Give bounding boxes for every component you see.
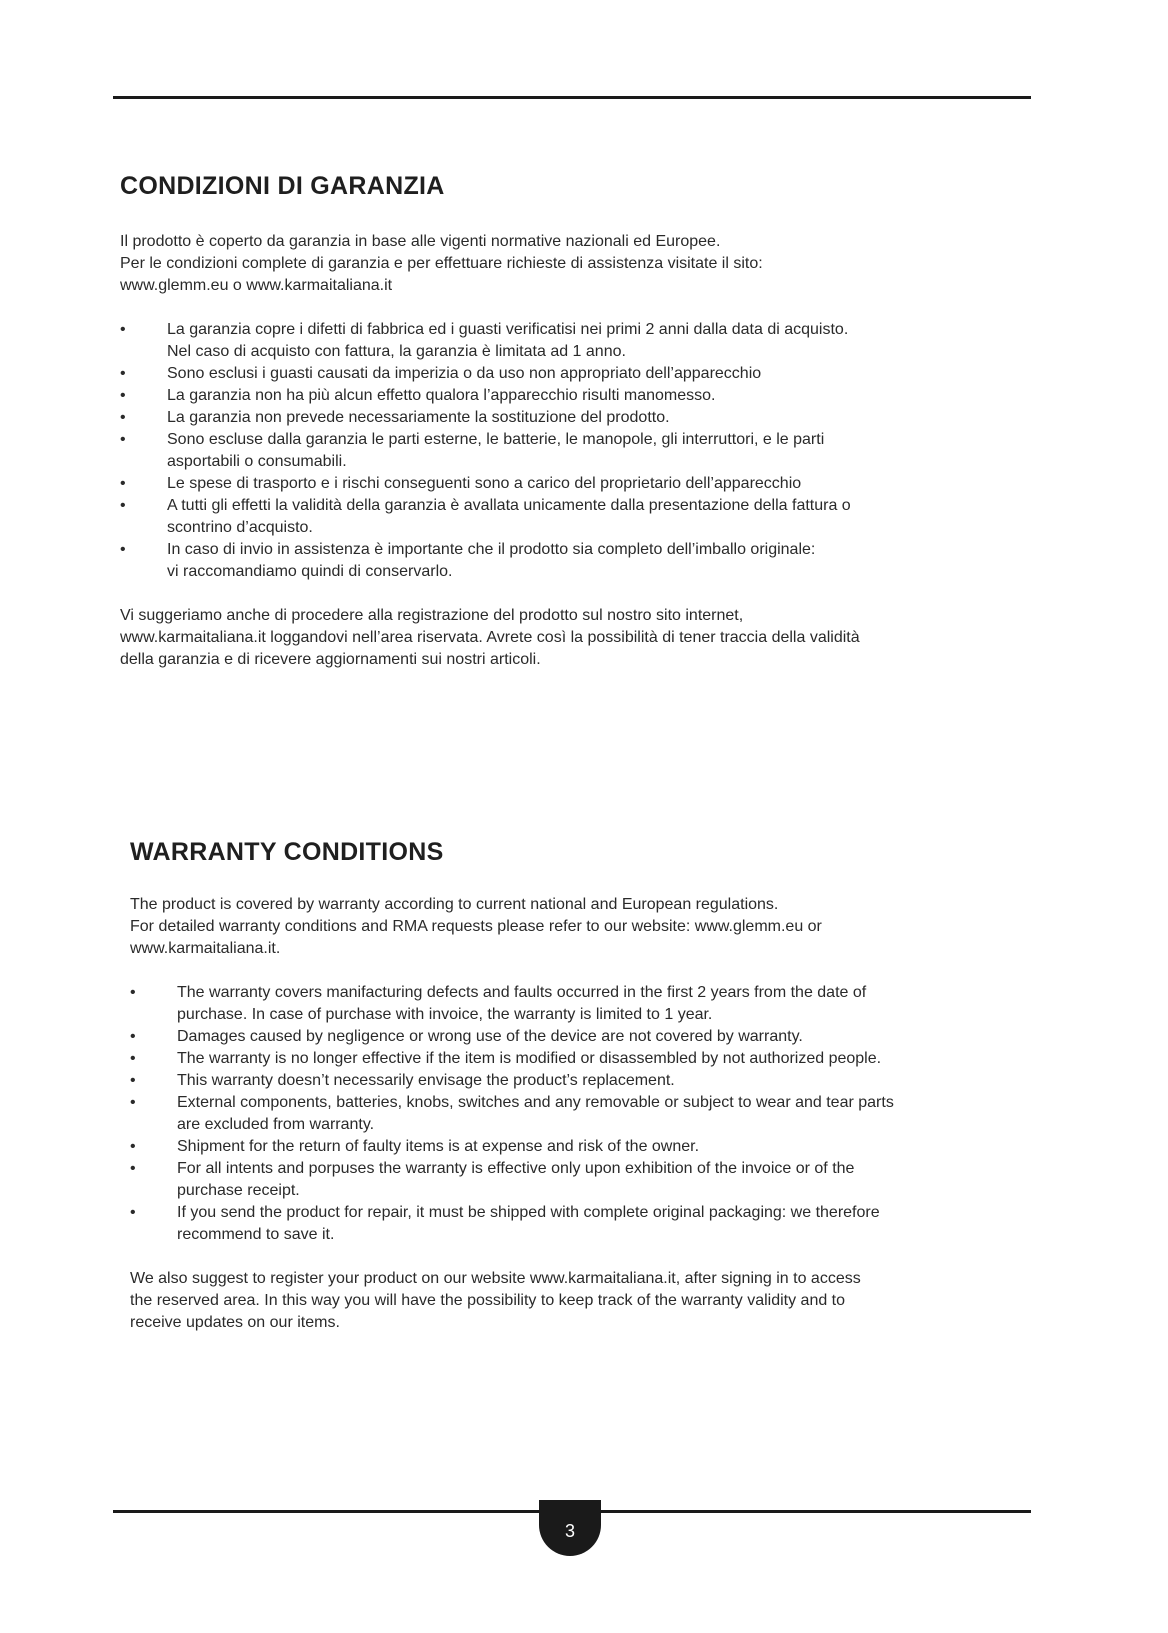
list-item-text: scontrino d’acquisto. [167,519,313,536]
page-number: 3 [539,1500,601,1556]
bullet-icon: • [120,431,126,448]
italian-conditions-list [120,319,1020,583]
list-item-text: The warranty covers manifacturing defects and faults occurred in the first 2 years from the date of [177,984,867,1001]
list-item [130,982,1050,1026]
list-item-text: External components, batteries, knobs, switches and any removable or subject to wear and tear parts [177,1094,894,1111]
english-closing-line: receive updates on our items. [130,1314,340,1331]
list-item [120,319,1020,363]
italian-closing-line: Vi suggeriamo anche di procedere alla registrazione del prodotto sul nostro sito internet, [120,607,744,624]
bullet-icon: • [130,1094,136,1111]
english-closing-line: We also suggest to register your product on our website www.karmaitaliana.it, after signing in to access [130,1270,861,1287]
list-item-text: purchase receipt. [177,1182,300,1199]
list-item [120,429,1020,473]
list-item-text: Sono esclusi i guasti causati da imperizia o da uso non appropriato dell’apparecchio [167,365,762,382]
english-intro-line: For detailed warranty conditions and RMA requests please refer to our website: www.glemm.eu or [130,918,822,935]
bullet-icon: • [120,497,126,514]
bullet-icon: • [130,1204,136,1221]
list-item [130,1026,1050,1048]
bullet-icon: • [120,541,126,558]
list-item [130,1070,1050,1092]
bullet-icon: • [120,365,126,382]
italian-title: CONDIZIONI DI GARANZIA [120,172,445,200]
list-item-text: Nel caso di acquisto con fattura, la garanzia è limitata ad 1 anno. [167,343,626,360]
italian-intro-line: Per le condizioni complete di garanzia e per effettuare richieste di assistenza visitate il sito: [120,255,763,272]
bullet-icon: • [130,1050,136,1067]
list-item-text: La garanzia copre i difetti di fabbrica ed i guasti verificatisi nei primi 2 anni dalla data di acquisto. [167,321,849,338]
list-item-text: In caso di invio in assistenza è importante che il prodotto sia completo dell’imballo originale: [167,541,816,558]
list-item-text: recommend to save it. [177,1226,335,1243]
italian-intro-paragraph [120,231,1020,297]
english-closing-line: the reserved area. In this way you will have the possibility to keep track of the warranty validity and to [130,1292,846,1309]
bullet-icon: • [130,984,136,1001]
list-item [130,1048,1050,1070]
list-item [120,473,1020,495]
bullet-icon: • [120,387,126,404]
bullet-icon: • [130,1138,136,1155]
list-item [130,1092,1050,1136]
list-item [120,385,1020,407]
list-item-text: are excluded from warranty. [177,1116,375,1133]
list-item-text: purchase. In case of purchase with invoice, the warranty is limited to 1 year. [177,1006,713,1023]
italian-closing-line: della garanzia e di ricevere aggiornamenti sui nostri articoli. [120,651,541,668]
bullet-icon: • [130,1072,136,1089]
list-item [120,539,1020,583]
list-item-text: Le spese di trasporto e i rischi conseguenti sono a carico del proprietario dell’apparecchio [167,475,802,492]
english-title: WARRANTY CONDITIONS [130,838,444,866]
list-item-text: vi raccomandiamo quindi di conservarlo. [167,563,453,580]
list-item [120,407,1020,429]
list-item-text: A tutti gli effetti la validità della garanzia è avallata unicamente dalla presentazione della fattura o [167,497,851,514]
list-item [130,1158,1050,1202]
list-item-text: This warranty doesn’t necessarily envisage the product’s replacement. [177,1072,675,1089]
bullet-icon: • [120,475,126,492]
list-item [120,495,1020,539]
italian-closing-line: www.karmaitaliana.it loggandovi nell’area riservata. Avrete così la possibilità di tener traccia della validità [120,629,860,646]
list-item [130,1202,1050,1246]
italian-intro-line: www.glemm.eu o www.karmaitaliana.it [120,277,393,294]
list-item [130,1136,1050,1158]
list-item-text: Sono escluse dalla garanzia le parti esterne, le batterie, le manopole, gli interruttori, e le parti [167,431,825,448]
list-item-text: Shipment for the return of faulty items is at expense and risk of the owner. [177,1138,700,1155]
list-item [120,363,1020,385]
bullet-icon: • [120,321,126,338]
list-item-text: The warranty is no longer effective if the item is modified or disassembled by not authorized people. [177,1050,882,1067]
english-intro-line: www.karmaitaliana.it. [130,940,281,957]
italian-intro-line: Il prodotto è coperto da garanzia in base alle vigenti normative nazionali ed Europee. [120,233,721,250]
bullet-icon: • [130,1160,136,1177]
english-conditions-list [130,982,1050,1246]
english-closing-paragraph [130,1268,1050,1334]
english-intro-line: The product is covered by warranty according to current national and European regulations. [130,896,779,913]
list-item-text: For all intents and porpuses the warranty is effective only upon exhibition of the invoice or of the [177,1160,855,1177]
bullet-icon: • [120,409,126,426]
list-item-text: La garanzia non prevede necessariamente la sostituzione del prodotto. [167,409,670,426]
list-item-text: asportabili o consumabili. [167,453,347,470]
english-intro-paragraph [130,894,1050,960]
italian-closing-paragraph [120,605,1020,671]
italian-warranty-section [120,172,1020,671]
list-item-text: Damages caused by negligence or wrong use of the device are not covered by warranty. [177,1028,803,1045]
top-divider [113,96,1031,99]
list-item-text: If you send the product for repair, it must be shipped with complete original packaging: we therefore [177,1204,880,1221]
english-warranty-section [130,838,1050,1334]
bullet-icon: • [130,1028,136,1045]
list-item-text: La garanzia non ha più alcun effetto qualora l’apparecchio risulti manomesso. [167,387,716,404]
